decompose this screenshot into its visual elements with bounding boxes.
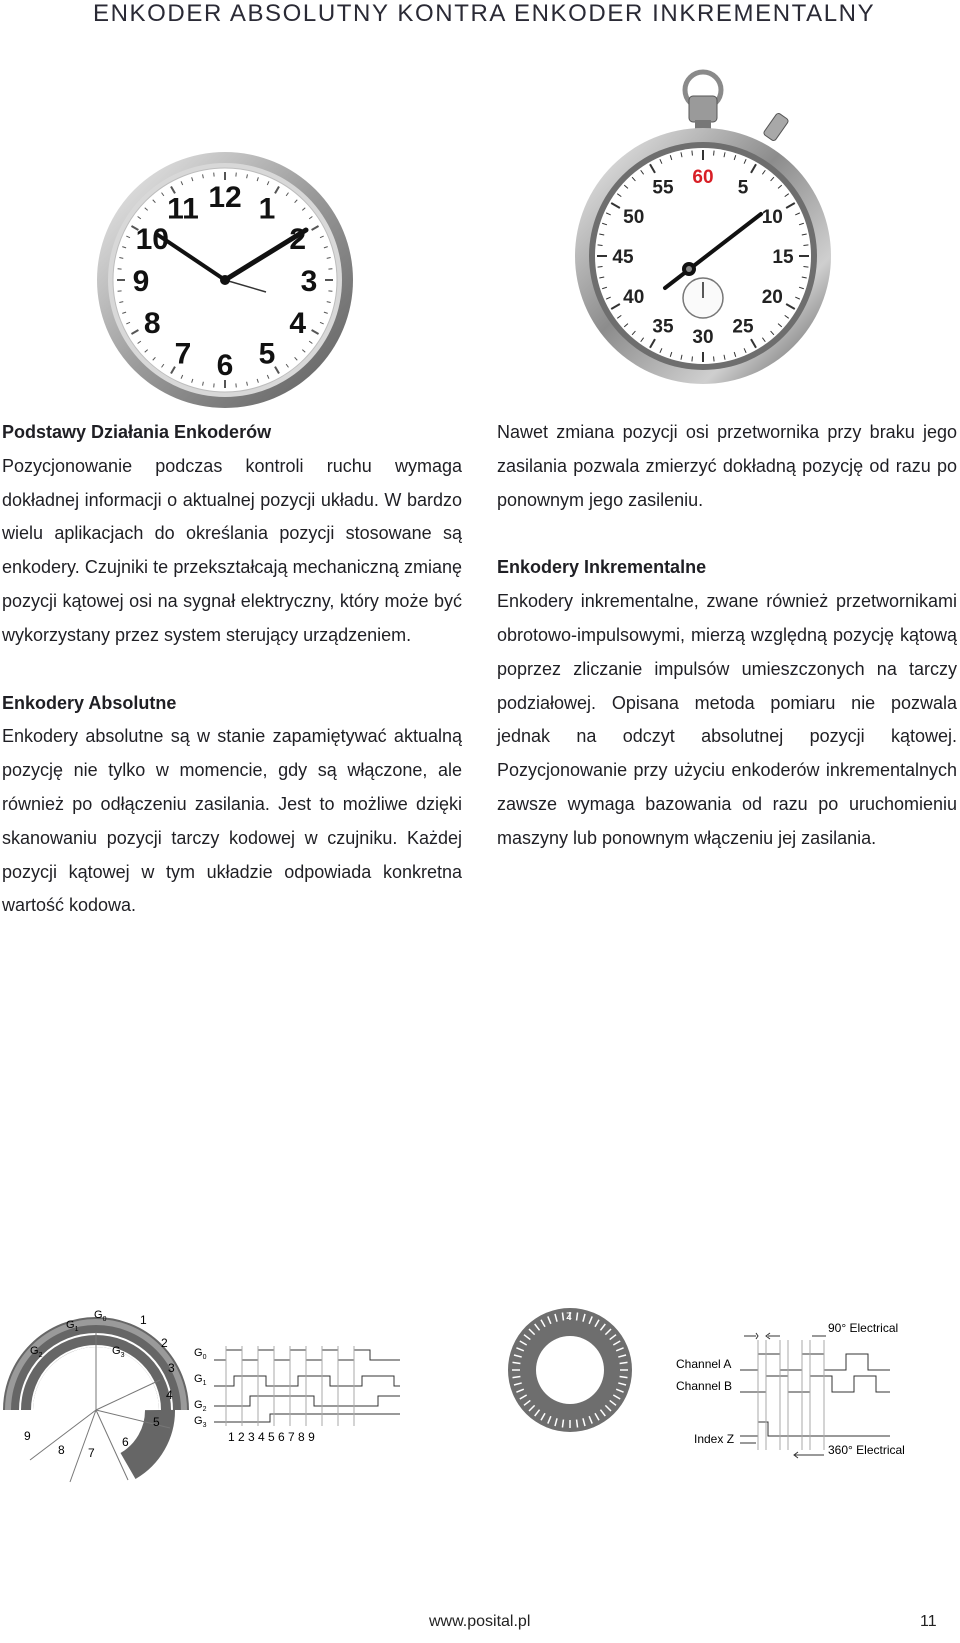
right-column (497, 416, 957, 856)
stopwatch-numeral: 60 (692, 167, 714, 188)
clock-numeral: 1 (258, 192, 276, 226)
stopwatch-numeral: 35 (652, 316, 674, 338)
clock-numeral: 4 (289, 307, 307, 340)
clock-numeral: 9 (132, 265, 150, 298)
stopwatch-numeral: 5 (737, 177, 749, 199)
paragraph-incremental: Enkodery inkrementalne, zwane również przetwornikami obrotowo-impulsowymi, mierzą względną pozycję kątową poprzez zliczanie impulsów umieszczonych na tarczy podziałowej. Opisana metoda pomiaru nie pozwala jednak na odczyt absolutnej pozycji kątowej. Pozycjonowanie przy użyciu enkoderów inkrementalnych zawsze wymaga bazowania od razu po uruchomieniu maszyny lub ponownym włączeniu jej zasilania. (497, 591, 957, 848)
stopwatch-numeral: 10 (761, 207, 783, 228)
heading-absolute: Enkodery Absolutne (2, 692, 177, 713)
absolute-encoder-diagram (0, 1310, 420, 1510)
stopwatch-numeral: 30 (692, 327, 714, 348)
waveform-index-z (740, 1422, 890, 1436)
disc-number: 3 (168, 1361, 175, 1375)
disc-number: 7 (88, 1446, 95, 1460)
stopwatch-numeral: 55 (652, 177, 674, 199)
disc-number: 4 (166, 1388, 173, 1402)
phase-label: 90° Electrical (828, 1321, 899, 1335)
disc-track-label: $G_1$ (66, 1319, 79, 1333)
clock-numeral: 2 (289, 223, 307, 256)
stopwatch-numeral: 40 (623, 287, 645, 308)
clock-numeral: 10 (135, 223, 169, 256)
heading-incremental: Enkodery Inkrementalne (497, 557, 707, 578)
index-mark: z (566, 1308, 572, 1322)
channel-a-label: Channel A (676, 1357, 732, 1371)
heading-basics: Podstawy Działania Enkoderów (2, 422, 272, 442)
stopwatch-numeral: 25 (732, 316, 754, 338)
disc-track-label: $G_0$ (94, 1310, 107, 1323)
track-label: $G_2$ (194, 1399, 207, 1413)
stopwatch-numeral: 20 (761, 287, 783, 308)
paragraph-basics: Pozycjonowanie podczas kontroli ruchu wymaga dokładnej informacji o aktualnej pozycji układu. W bardzo wielu aplikacjach do określania pozycji stosowane są enkodery. Czujniki te przekształcają mechaniczną zmianę pozycji kątowej osi na sygnał elektryczny, który może być wykorzystany przez system sterujący urządzeniem. (2, 455, 462, 645)
waveform-channel-b (740, 1376, 890, 1392)
stopwatch-numeral: 50 (623, 207, 645, 228)
page-number: 11 (920, 1613, 937, 1630)
disc-number: 5 (153, 1415, 160, 1429)
position-axis: 1 2 3 4 5 6 7 8 9 (228, 1430, 315, 1444)
stopwatch-numeral: 45 (612, 247, 634, 268)
period-label: 360° Electrical (828, 1443, 905, 1457)
disc-track-label: $G_3$ (112, 1345, 125, 1359)
track-label: $G_3$ (194, 1415, 207, 1429)
clock-numeral: 11 (167, 192, 199, 226)
disc-number: 9 (24, 1429, 31, 1443)
page-title: ENKODER ABSOLUTNY KONTRA ENKODER INKREMENTALNY (93, 0, 876, 27)
track-label: $G_0$ (194, 1347, 207, 1361)
disc-number: 1 (140, 1313, 147, 1327)
clock-numeral: 8 (143, 307, 161, 340)
waveform-channel-a (740, 1354, 890, 1370)
incremental-encoder-diagram (500, 1300, 960, 1500)
index-z-label: Index Z (694, 1432, 735, 1446)
stopwatch-numeral: 15 (772, 247, 794, 268)
track-label: $G_1$ (194, 1373, 207, 1387)
disc-number: 8 (58, 1443, 65, 1457)
clock-numeral: 3 (300, 265, 318, 298)
clock-numeral: 7 (174, 337, 192, 371)
stopwatch-image (555, 66, 845, 386)
footer-url[interactable]: www.posital.pl (429, 1613, 531, 1630)
clock-numeral: 6 (216, 349, 234, 382)
left-column (2, 416, 462, 923)
disc-track-label: $G_2$ (30, 1345, 43, 1359)
wall-clock-image (80, 150, 370, 410)
clock-numeral: 5 (258, 337, 276, 371)
disc-number: 6 (122, 1435, 129, 1449)
clock-numeral: 12 (208, 181, 242, 214)
channel-b-label: Channel B (676, 1379, 733, 1393)
paragraph-absolute: Enkodery absolutne są w stanie zapamiętywać aktualną pozycję nie tylko w momencie, gdy są włączone, ale również po odłączeniu zasilania. Jest to możliwe dzięki skanowaniu pozycji tarczy kodowej w czujniku. Każdej pozycji kątowej w tym układzie odpowiada konkretna wartość kodowa. (2, 726, 462, 916)
disc-number: 2 (161, 1336, 168, 1350)
paragraph-absolute-continued: Nawet zmiana pozycji osi przetwornika przy braku jego zasilania pozwala zmierzyć dokładną pozycję od razu po ponownym jego zasileniu. (497, 422, 957, 510)
